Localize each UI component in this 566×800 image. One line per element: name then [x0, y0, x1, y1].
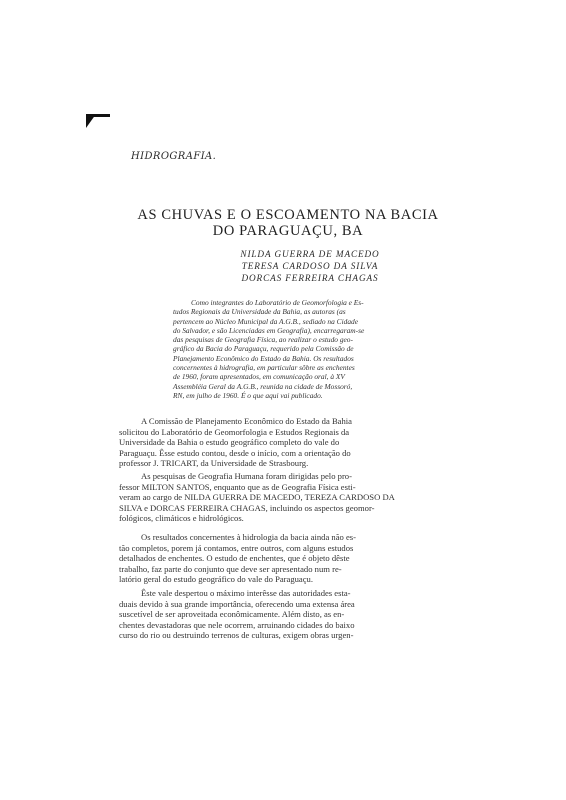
paragraph-line: fológicos, climáticos e hidrológicos. — [119, 513, 244, 524]
abstract-line: pertencem ao Núcleo Municipal da A.G.B., sediado na Cidade — [173, 316, 359, 326]
author-name: TERESA CARDOSO DA SILVA — [241, 261, 379, 271]
paragraph-line: detalhados de enchentes. O estudo de enchentes, que é objeto dêste — [119, 553, 350, 564]
paragraph-line: latório geral do estudo geográfico do vale do Paraguaçu. — [119, 574, 314, 585]
abstract-line: concernentes à hidrografia, em particular sôbre as enchentes — [173, 363, 355, 373]
paragraph-line: veram ao cargo de NILDA GUERRA DE MACEDO, TEREZA CARDOSO DA — [119, 492, 395, 503]
abstract-line: de 1960, foram apresentados, em comunicação oral, à XV — [173, 372, 345, 382]
paragraph-line: As pesquisas de Geografia Humana foram dirigidas pelo pro- — [141, 471, 352, 481]
abstract-line: gráfico da Bacia do Paraguaçu, requerido pela Comissão de — [173, 344, 354, 354]
abstract-line: Como integrantes do Laboratório de Geomorfologia e Es- — [191, 298, 364, 307]
paragraph-line: solicitou do Laboratório de Geomorfologia e Estudos Regionais da — [119, 426, 350, 437]
section-label: HIDROGRAFIA. — [131, 151, 217, 162]
paragraph-line: professor J. TRICART, da Universidade de Strasbourg. — [119, 458, 309, 469]
author-name: DORCAS FERREIRA CHAGAS — [241, 273, 379, 283]
paragraph-line: A Comissão de Planejamento Econômico do Estado da Bahia — [141, 416, 352, 426]
title-line: AS CHUVAS E O ESCOAMENTO NA BACIA — [137, 207, 439, 223]
paragraph-line: curso do rio ou destruindo terrenos de culturas, exigem obras urgen- — [119, 630, 354, 641]
body-paragraph — [119, 532, 449, 585]
paragraph-line: Paraguaçu. Êsse estudo contou, desde o início, com a orientação do — [119, 447, 351, 458]
paragraph-line: Os resultados concernentes à hidrologia da bacia ainda não es- — [141, 532, 356, 542]
body-paragraph — [119, 416, 449, 469]
abstract-line: do Salvador, e são Licenciadas em Geografia), encarregaram-se — [173, 325, 365, 335]
paragraph-line: Universidade da Bahia o estudo geográfico completo do vale do — [119, 437, 340, 448]
abstract — [173, 298, 445, 400]
author-name: NILDA GUERRA DE MACEDO — [240, 249, 380, 259]
paragraph-line: fessor MILTON SANTOS, enquanto que as de Geografia Física esti- — [119, 481, 356, 492]
paragraph-line: suscetível de ser aproveitada econômicamente. Além disto, as en- — [119, 609, 345, 620]
abstract-line: Planejamento Econômico do Estado da Bahia. Os resultados — [173, 353, 354, 363]
body-paragraph — [119, 588, 449, 641]
paragraph-line: tão completos, porem já contamos, entre outros, com alguns estudos — [119, 542, 354, 553]
paragraph-line: SILVA e DORCAS FERREIRA CHAGAS, incluindo os aspectos geomor- — [119, 502, 375, 513]
abstract-line: Assembléia Geral da A.G.B., reunida na cidade de Mossoró, — [173, 381, 353, 391]
paragraph-line: Êste vale despertou o máximo interêsse das autoridades estа- — [141, 588, 351, 598]
article-title — [128, 207, 448, 239]
abstract-line: RN, em julho de 1960. É o que aqui vai publicado. — [173, 390, 323, 400]
paragraph-line: duais devido à sua grande importância, oferecendo uma extensa área — [119, 598, 355, 609]
paragraph-line: trabalho, faz parte do conjunto que deve ser apresentado num re- — [119, 563, 342, 574]
corner-mark — [86, 114, 96, 128]
paragraph-line: chentes devastadoras que nele ocorrem, arruinando cidades do baixo — [119, 619, 355, 630]
title-line: DO PARAGUAÇU, BA — [212, 223, 364, 239]
body-paragraph — [119, 471, 449, 524]
abstract-line: das pesquisas de Geografia Física, ao realizar o estudo geo- — [173, 335, 353, 345]
abstract-line: tudos Regionais da Universidade da Bahia, as autoras (as — [173, 307, 346, 317]
author-list — [180, 248, 440, 284]
